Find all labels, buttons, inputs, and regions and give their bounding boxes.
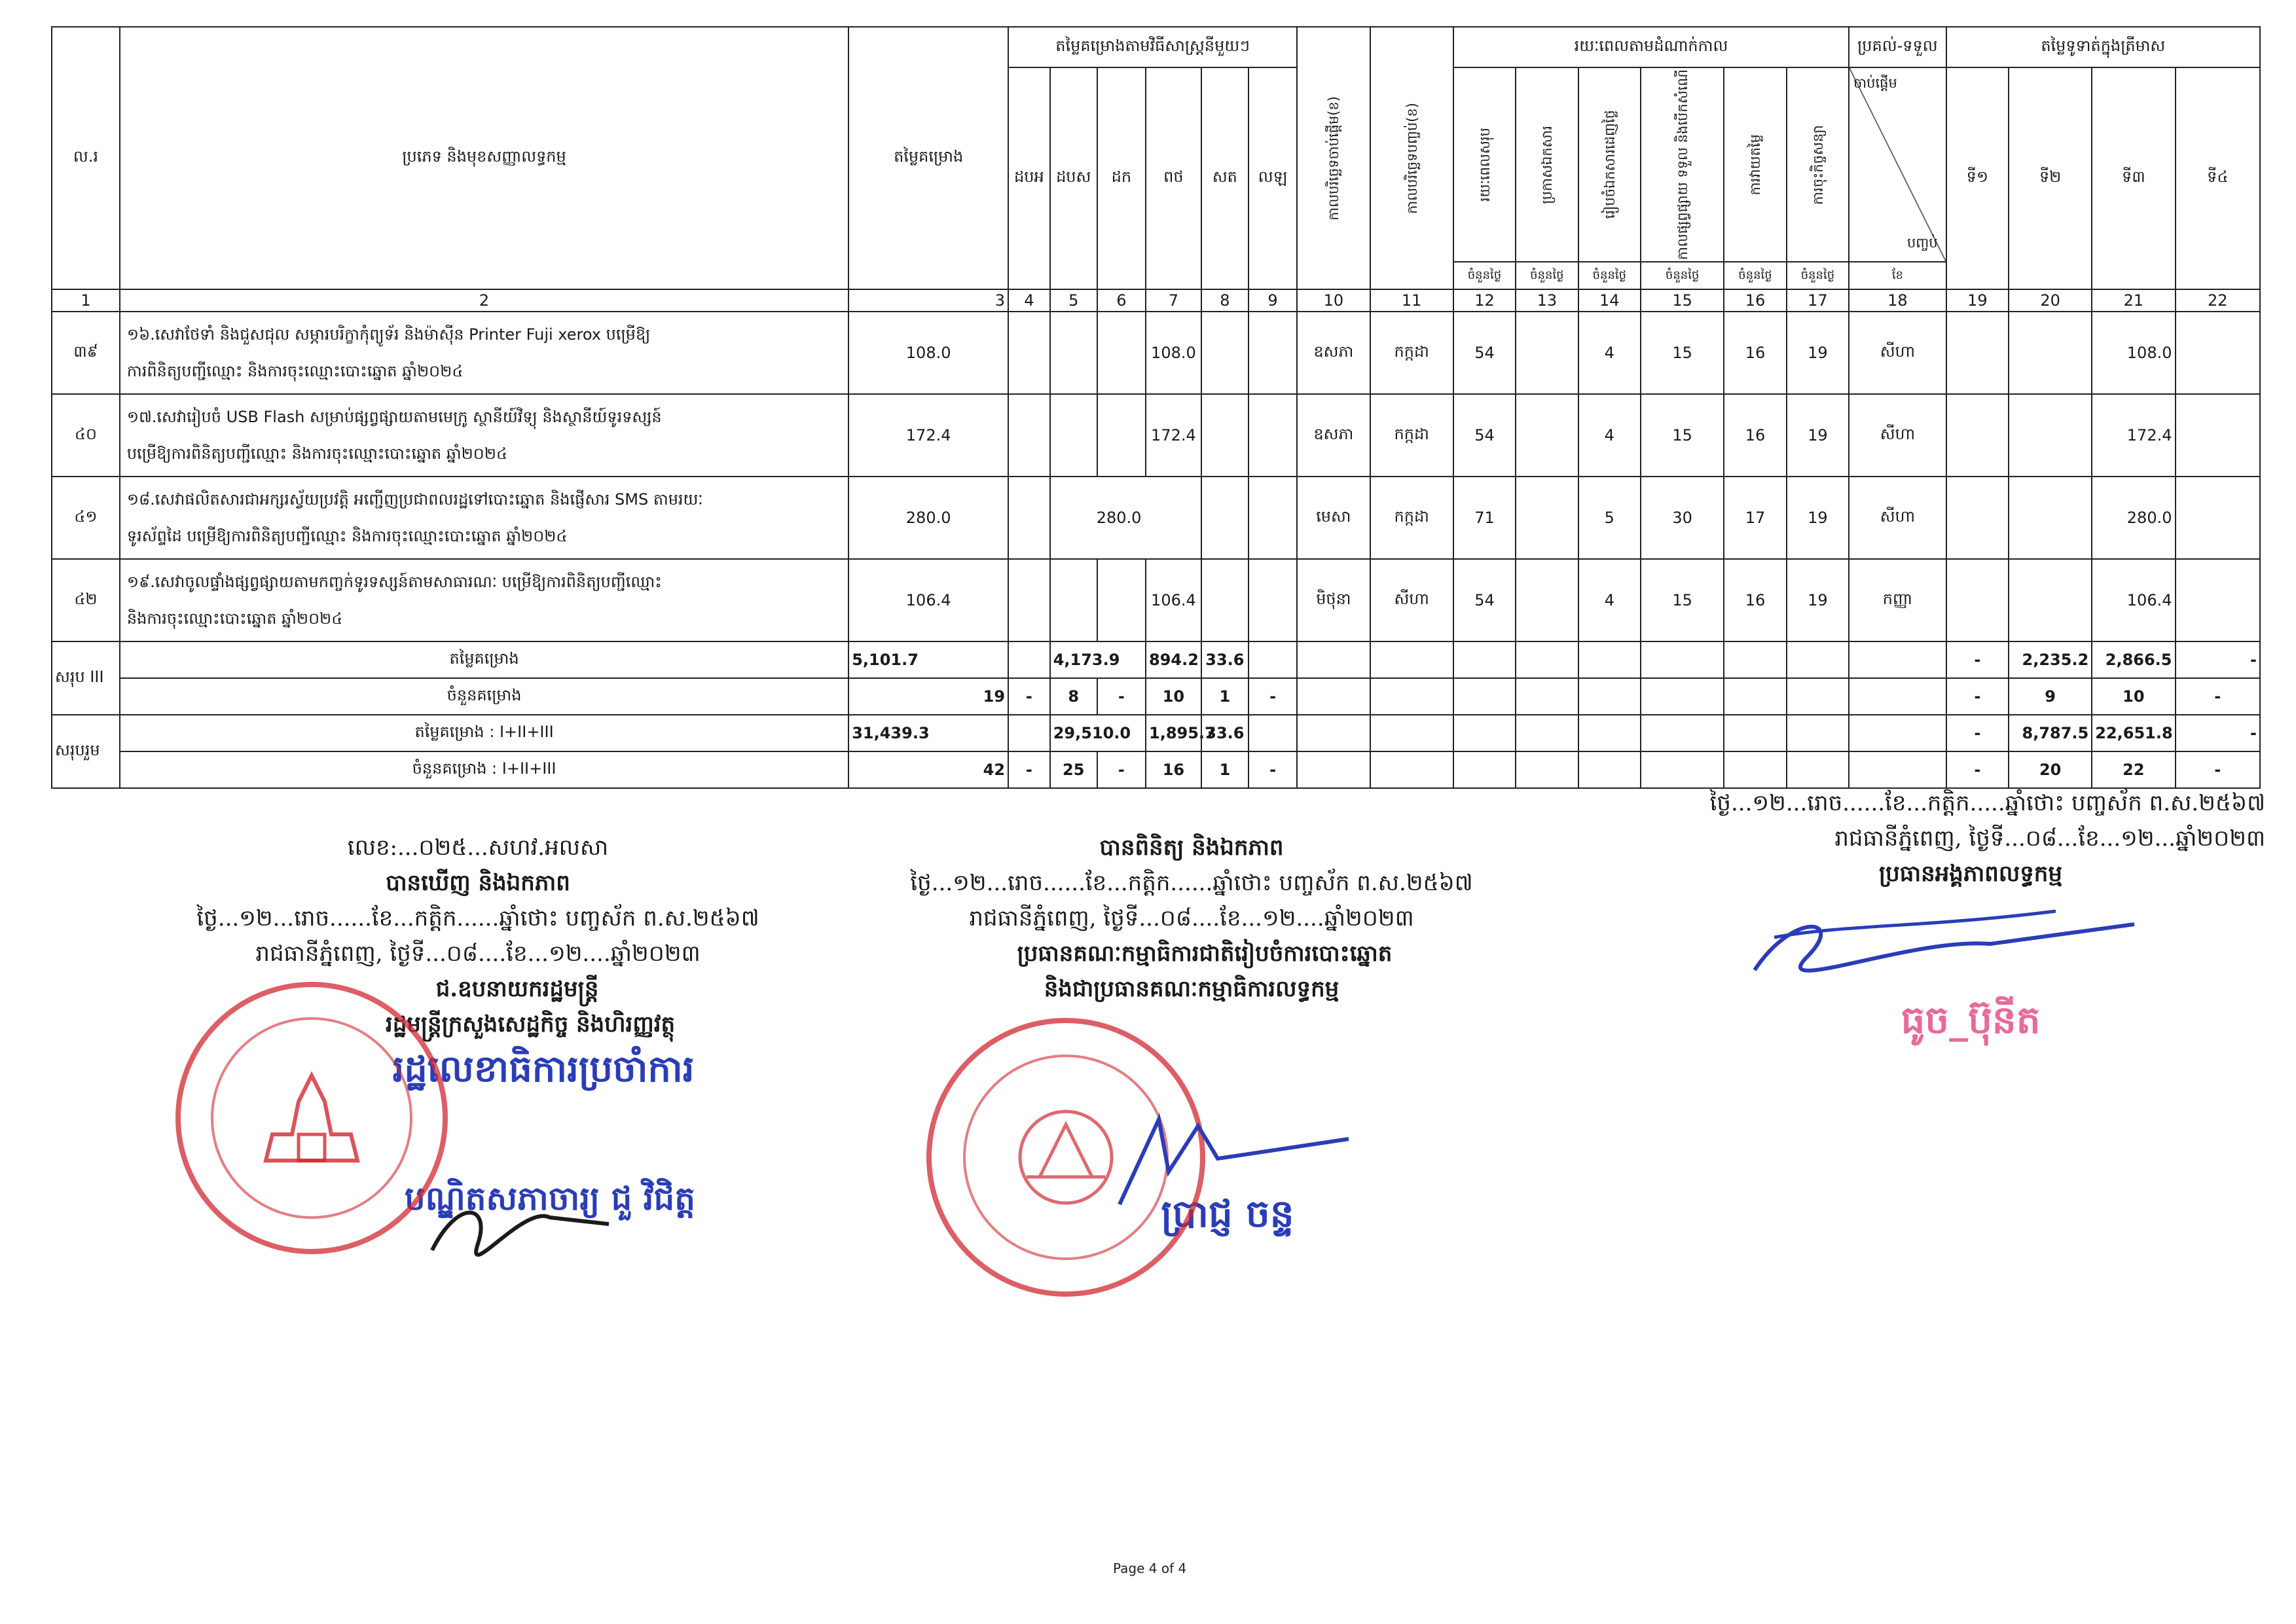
summary-q3: 22 [2092, 751, 2175, 788]
row-q3: 172.4 [2092, 394, 2175, 477]
row-days-5: 16 [1724, 559, 1786, 641]
row-q4 [2176, 312, 2261, 394]
header-method-5: សត [1201, 67, 1248, 289]
table-row [52, 559, 2260, 641]
summary-q2: 8,787.5 [2009, 715, 2092, 751]
row-method-6 [1248, 312, 1297, 394]
row-method-6 [1248, 477, 1297, 559]
row-days-total: 71 [1453, 477, 1516, 559]
row-no: ៣៩ [52, 312, 120, 394]
colnum: 22 [2176, 289, 2261, 312]
colnum: 14 [1578, 289, 1641, 312]
summary-label: ចំនួនគម្រោង : I+II+III [120, 751, 848, 788]
colnum: 9 [1248, 289, 1297, 312]
procurement-plan-table [51, 26, 2261, 789]
header-q1: ទី១ [1946, 67, 2009, 289]
row-method-1 [1008, 559, 1050, 641]
summary-method-6 [1248, 715, 1297, 751]
colnum: 21 [2092, 289, 2175, 312]
center-role-2: និងជាប្រធានគណៈកម្មាធិការលទ្ធកម្ម [1044, 976, 1339, 1002]
left-role-1: ជ.ឧបនាយករដ្ឋមន្រ្តី [435, 976, 599, 1002]
summary-q1: - [1946, 641, 2009, 678]
header-method-3: ដក [1097, 67, 1146, 289]
summary-estimate: 19 [848, 678, 1008, 715]
header-days-2: ចំនួនថ្ងៃ [1516, 262, 1578, 289]
header-delivery-end: បញ្ចប់ [1906, 235, 1938, 251]
table-row [52, 477, 2260, 559]
colnum: 15 [1641, 289, 1724, 312]
left-ref-number: លេខ:...០២៥...សហវ.អលសា [347, 835, 609, 861]
row-description: ១៦.សេវាថែទាំ និងជួសជុល សម្ភារបរិក្ខាកុំព្យូទ័រ និងម៉ាស៊ីន Printer Fuji xerox បម្រើឱ្យ ការពិនិត្យបញ្ជីឈ្មោះ និងការចុះឈ្មោះបោះឆ្នោត ឆ្នាំ២០២៤ [120, 312, 848, 394]
row-estimate: 280.0 [848, 477, 1008, 559]
row-q2 [2009, 312, 2092, 394]
header-delivery-start: ចាប់ផ្តើម [1853, 75, 1897, 91]
row-days-4: 15 [1641, 312, 1724, 394]
center-title: បានពិនិត្យ និងឯកភាព [1099, 835, 1284, 861]
row-days-4: 30 [1641, 477, 1724, 559]
row-q3: 108.0 [2092, 312, 2175, 394]
summary-method-2: 29,510.0 [1050, 715, 1146, 751]
row-q4 [2176, 559, 2261, 641]
row-end: សីហា [1370, 559, 1453, 641]
header-q3: ទី៣ [2092, 67, 2175, 289]
left-role-3: រដ្ឋលេខាធិការប្រចាំការ [392, 1047, 695, 1091]
summary-q4: - [2176, 678, 2261, 715]
row-method-6 [1248, 559, 1297, 641]
summary-estimate: 31,439.3 [848, 715, 1008, 751]
summary-label: តម្លៃគម្រោង : I+II+III [120, 715, 848, 751]
row-end: កក្កដា [1370, 312, 1453, 394]
row-method-5 [1201, 477, 1248, 559]
summary-q4: - [2176, 715, 2261, 751]
center-role-1: ប្រធានគណៈកម្មាធិការជាតិរៀបចំការបោះឆ្នោត [1017, 941, 1393, 967]
summary-method-2: 4,173.9 [1050, 641, 1146, 678]
colnum: 20 [2009, 289, 2092, 312]
row-method-5 [1201, 312, 1248, 394]
row-q3: 280.0 [2092, 477, 2175, 559]
summary-q3: 10 [2092, 678, 2175, 715]
row-method-2 [1050, 312, 1097, 394]
header-days-6: ចំនួនថ្ងៃ [1787, 262, 1850, 289]
summary-method-6: - [1248, 678, 1297, 715]
colnum: 12 [1453, 289, 1516, 312]
colnum: 7 [1146, 289, 1201, 312]
summary-method-5: 1 [1201, 678, 1248, 715]
row-start: មេសា [1297, 477, 1370, 559]
header-start-date: កាលបរិច្ឆេទចាប់ផ្តើម(ខ) [1297, 27, 1370, 289]
summary-q2: 2,235.2 [2009, 641, 2092, 678]
summary-method-4: 894.2 [1146, 641, 1201, 678]
header-quarter-group: តម្លៃទូទាត់ក្នុងត្រីមាស [1946, 27, 2260, 67]
row-method-2: 280.0 [1050, 477, 1201, 559]
row-days-2 [1516, 394, 1578, 477]
row-end: កក្កដា [1370, 477, 1453, 559]
summary-q1: - [1946, 678, 2009, 715]
header-phase-4: កាលផ្សព្វផ្សាយ ទទួល និងបើកសំណើ [1641, 67, 1724, 262]
header-q4: ទី៤ [2176, 67, 2261, 289]
row-no: ៤១ [52, 477, 120, 559]
row-q4 [2176, 394, 2261, 477]
row-start: ឧសភា [1297, 394, 1370, 477]
row-days-2 [1516, 477, 1578, 559]
summary-group-label: សរុប III [52, 641, 120, 715]
summary-method-1: - [1008, 751, 1050, 788]
column-number-row [52, 289, 2260, 312]
summary-q4: - [2176, 641, 2261, 678]
row-days-4: 15 [1641, 559, 1724, 641]
row-days-4: 15 [1641, 394, 1724, 477]
header-month: ខែ [1849, 262, 1946, 289]
row-days-3: 4 [1578, 312, 1641, 394]
row-start: ឧសភា [1297, 312, 1370, 394]
header-phase-1: រយៈពេលសរុប [1453, 67, 1516, 262]
header-delivery-group: ប្រគល់-ទទួល [1849, 27, 1946, 67]
colnum: 2 [120, 289, 848, 312]
header-days-5: ចំនួនថ្ងៃ [1724, 262, 1786, 289]
signature-block-right [1597, 785, 2265, 1052]
signature-icon [419, 1178, 615, 1283]
summary-method-4: 10 [1146, 678, 1201, 715]
colnum: 18 [1849, 289, 1946, 312]
temple-emblem-icon [253, 1069, 371, 1167]
header-estimate: តម្លៃគម្រោង [848, 27, 1008, 289]
summary-estimate: 42 [848, 751, 1008, 788]
summary-method-5: 1 [1201, 751, 1248, 788]
header-method-6: លឡ [1248, 67, 1297, 289]
summary-q2: 20 [2009, 751, 2092, 788]
row-description: ១៧.សេវារៀបចំ USB Flash សម្រាប់ផ្សព្វផ្សាយតាមមេក្រូ ស្ថានីយ៍វិទ្យុ និងស្ថានីយ៍ទូរទស្សន៍ បម្រើឱ្យការពិនិត្យបញ្ជីឈ្មោះ និងការចុះឈ្មោះបោះឆ្នោត ឆ្នាំ២០២៤ [120, 394, 848, 477]
summary-label: តម្លៃគម្រោង [120, 641, 848, 678]
summary-estimate: 5,101.7 [848, 641, 1008, 678]
left-date-solar: រាជធានីភ្នំពេញ, ថ្ងៃទី...០៨....ខែ...១២....ឆ្នាំ២០២៣ [255, 941, 701, 967]
summary-method-2: 25 [1050, 751, 1097, 788]
colnum: 3 [848, 289, 1008, 312]
center-date-solar: រាជធានីភ្នំពេញ, ថ្ងៃទី...០៨....ខែ...១២....ឆ្នាំ២០២៣ [969, 905, 1414, 931]
header-days-3: ចំនួនថ្ងៃ [1578, 262, 1641, 289]
summary-q3: 2,866.5 [2092, 641, 2175, 678]
summary-method-3: - [1097, 678, 1146, 715]
header-no: ល.រ [52, 27, 120, 289]
row-days-3: 4 [1578, 559, 1641, 641]
colnum: 6 [1097, 289, 1146, 312]
page-number: Page 4 of 4 [1113, 1561, 1187, 1576]
row-delivery: សីហា [1849, 312, 1946, 394]
summary-row [52, 641, 2260, 678]
row-q4 [2176, 477, 2261, 559]
row-method-2 [1050, 394, 1097, 477]
header-days-1: ចំនួនថ្ងៃ [1453, 262, 1516, 289]
row-delivery: កញ្ញា [1849, 559, 1946, 641]
right-signatory-name: ធូច_ប៊ុនីត [1901, 998, 2041, 1042]
row-days-3: 5 [1578, 477, 1641, 559]
summary-row [52, 751, 2260, 788]
header-days-4: ចំនួនថ្ងៃ [1641, 262, 1724, 289]
row-method-3 [1097, 559, 1146, 641]
row-days-2 [1516, 312, 1578, 394]
header-phase-2: ប្រកាសឯកសារ [1516, 67, 1578, 262]
header-method-4: ពថ [1146, 67, 1201, 289]
row-q1 [1946, 477, 2009, 559]
row-days-6: 19 [1787, 312, 1850, 394]
summary-method-4: 16 [1146, 751, 1201, 788]
row-delivery: សីហា [1849, 477, 1946, 559]
summary-q1: - [1946, 715, 2009, 751]
row-days-3: 4 [1578, 394, 1641, 477]
row-q2 [2009, 477, 2092, 559]
colnum: 5 [1050, 289, 1097, 312]
summary-method-6 [1248, 641, 1297, 678]
summary-method-1: - [1008, 678, 1050, 715]
signature-icon [1106, 1113, 1355, 1211]
row-method-1 [1008, 312, 1050, 394]
row-days-6: 19 [1787, 559, 1850, 641]
summary-method-6: - [1248, 751, 1297, 788]
row-q1 [1946, 394, 2009, 477]
summary-row [52, 678, 2260, 715]
header-phase-5: ការវាយតម្លៃ [1724, 67, 1786, 262]
row-estimate: 108.0 [848, 312, 1008, 394]
row-estimate: 172.4 [848, 394, 1008, 477]
summary-method-4: 1,895.7 [1146, 715, 1201, 751]
left-title: បានឃើញ និងឯកភាព [386, 870, 570, 896]
row-q1 [1946, 312, 2009, 394]
summary-group-label: សរុបរួម [52, 715, 120, 788]
row-method-1 [1008, 477, 1050, 559]
summary-method-1 [1008, 641, 1050, 678]
header-method-1: ដបអ [1008, 67, 1050, 289]
row-days-6: 19 [1787, 477, 1850, 559]
colnum: 17 [1787, 289, 1850, 312]
header-time-group: រយៈពេលតាមដំណាក់កាល [1453, 27, 1849, 67]
row-q1 [1946, 559, 2009, 641]
colnum: 19 [1946, 289, 2009, 312]
row-days-2 [1516, 559, 1578, 641]
header-q2: ទី២ [2009, 67, 2092, 289]
right-date-lunar: ថ្ងៃ...១២...រោច......ខែ...កត្តិក.....ឆ្នាំថោះ បញ្ចស័ក ព.ស.២៥៦៧ [1709, 790, 2265, 816]
row-days-5: 16 [1724, 312, 1786, 394]
row-method-1 [1008, 394, 1050, 477]
row-days-5: 17 [1724, 477, 1786, 559]
left-date-lunar: ថ្ងៃ...១២...រោច......ខែ...កត្តិក......ឆ្នាំថោះ បញ្ចស័ក ព.ស.២៥៦៧ [196, 905, 759, 931]
header-method-group: តម្លៃគម្រោងតាមវិធីសាស្រ្តនីមួយៗ [1008, 27, 1297, 67]
left-signatory-name: បណ្ឌិតសភាចារ្យ ជួ វិជិត្ត [405, 1179, 695, 1218]
colnum: 8 [1201, 289, 1248, 312]
center-signatory-name: ប្រាជ្ញ ចន្ទ [1161, 1191, 1294, 1236]
row-days-total: 54 [1453, 394, 1516, 477]
header-description: ប្រភេទ និងមុខសញ្ញាលទ្ធកម្ម [120, 27, 848, 289]
row-method-2 [1050, 559, 1097, 641]
row-method-6 [1248, 394, 1297, 477]
summary-q2: 9 [2009, 678, 2092, 715]
table-row [52, 312, 2260, 394]
summary-method-5: 33.6 [1201, 715, 1248, 751]
row-q2 [2009, 394, 2092, 477]
colnum: 1 [52, 289, 120, 312]
row-days-6: 19 [1787, 394, 1850, 477]
row-method-5 [1201, 394, 1248, 477]
ministry-seal-stamp [175, 982, 448, 1254]
colnum: 4 [1008, 289, 1050, 312]
header-phase-6: ការចុះកិច្ចសន្យា [1787, 67, 1850, 262]
header-phase-3: រៀបចំឯកសារដេញថ្លៃ [1578, 67, 1641, 262]
center-date-lunar: ថ្ងៃ...១២...រោច......ខែ...កត្តិក......ឆ្នាំថោះ បញ្ចស័ក ព.ស.២៥៦៧ [910, 870, 1473, 896]
header-delivery-diagonal [1849, 67, 1946, 262]
summary-label: ចំនួនគម្រោង [120, 678, 848, 715]
row-method-3 [1097, 394, 1146, 477]
row-no: ៤០ [52, 394, 120, 477]
row-start: មិថុនា [1297, 559, 1370, 641]
summary-q3: 22,651.8 [2092, 715, 2175, 751]
row-method-4: 172.4 [1146, 394, 1201, 477]
colnum: 10 [1297, 289, 1370, 312]
row-end: កក្កដា [1370, 394, 1453, 477]
row-description: ១៨.សេវាផលិតសារជាអក្សរស្វ័យប្រវត្តិ អញ្ជើញប្រជាពលរដ្ឋទៅបោះឆ្នោត និងផ្ញើសារ SMS តាមរយៈ ទូរស័ព្ទដៃ បម្រើឱ្យការពិនិត្យបញ្ជីឈ្មោះ និងការចុះឈ្មោះបោះឆ្នោត ឆ្នាំ២០២៤ [120, 477, 848, 559]
row-q2 [2009, 559, 2092, 641]
summary-method-3: - [1097, 751, 1146, 788]
summary-row [52, 715, 2260, 751]
signature-icon [1715, 898, 2174, 990]
row-estimate: 106.4 [848, 559, 1008, 641]
colnum: 11 [1370, 289, 1453, 312]
table-row [52, 394, 2260, 477]
row-method-4: 108.0 [1146, 312, 1201, 394]
summary-method-5: 33.6 [1201, 641, 1248, 678]
right-date-solar: រាជធានីភ្នំពេញ, ថ្ងៃទី...០៨...ខែ...១២...ឆ្នាំ២០២៣ [1834, 825, 2265, 852]
row-description: ១៩.សេវាចូលផ្ទាំងផ្សព្វផ្សាយតាមកញ្ចក់ទូរទស្សន៍តាមសាធារណៈ បម្រើឱ្យការពិនិត្យបញ្ជីឈ្មោះ និងការចុះឈ្មោះបោះឆ្នោត ឆ្នាំ២០២៤ [120, 559, 848, 641]
left-role-2: រដ្ឋមន្រ្តីក្រសួងសេដ្ឋកិច្ច និងហិរញ្ញវត្ថុ [385, 1011, 676, 1038]
row-no: ៤២ [52, 559, 120, 641]
summary-method-2: 8 [1050, 678, 1097, 715]
row-q3: 106.4 [2092, 559, 2175, 641]
row-delivery: សីហា [1849, 394, 1946, 477]
row-method-3 [1097, 312, 1146, 394]
row-method-5 [1201, 559, 1248, 641]
row-method-4: 106.4 [1146, 559, 1201, 641]
summary-q4: - [2176, 751, 2261, 788]
header-end-date: កាលបរិច្ឆេទបញ្ចប់(ខ) [1370, 27, 1453, 289]
row-days-total: 54 [1453, 312, 1516, 394]
summary-q1: - [1946, 751, 2009, 788]
row-days-total: 54 [1453, 559, 1516, 641]
colnum: 13 [1516, 289, 1578, 312]
row-days-5: 16 [1724, 394, 1786, 477]
summary-method-1 [1008, 715, 1050, 751]
header-method-2: ដបស [1050, 67, 1097, 289]
colnum: 16 [1724, 289, 1786, 312]
right-title: ប្រធានអង្គភាពលទ្ធកម្ម [1879, 861, 2062, 887]
